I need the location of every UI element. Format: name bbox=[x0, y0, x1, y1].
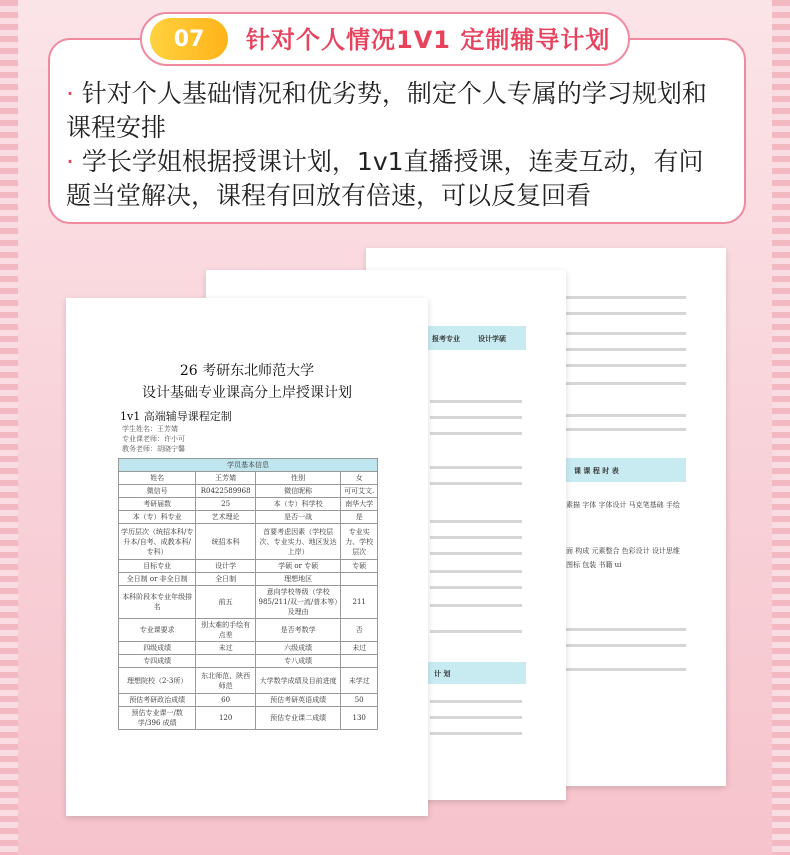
doc-subtitle: 设计基础专业课高分上岸授课计划 bbox=[142, 385, 352, 401]
table-cell: 50 bbox=[341, 694, 378, 707]
table-cell: 否 bbox=[341, 619, 378, 642]
table-cell: 学硕 or 专硕 bbox=[255, 560, 340, 573]
bullet-2: · 学长学姐根据授课计划，1v1直播授课，连麦互动，有问 bbox=[66, 147, 704, 176]
table-row bbox=[119, 655, 378, 668]
table-row bbox=[119, 524, 378, 560]
table-cell: 目标专业 bbox=[119, 560, 196, 573]
table-row bbox=[119, 511, 378, 524]
table-cell: 全日制 or 非全日制 bbox=[119, 573, 196, 586]
table-cell: 60 bbox=[196, 694, 256, 707]
table-cell: 学历层次（统招本科/专升本/自考、成教本科/专科） bbox=[119, 524, 196, 560]
table-cell: 艺术理论 bbox=[196, 511, 256, 524]
table-cell: 预估专业课二成绩 bbox=[255, 707, 340, 730]
table-cell: 别太难的手绘有点差 bbox=[196, 619, 256, 642]
right-stripe bbox=[772, 0, 790, 855]
table-cell bbox=[341, 573, 378, 586]
table-cell: 是否一战 bbox=[255, 511, 340, 524]
table-cell: 本（专）科学校 bbox=[255, 498, 340, 511]
bullet-2-cont: 题当堂解决，课程有回放有倍速，可以反复回看 bbox=[66, 181, 592, 210]
table-cell: 意向学校等级（学校985/211/双一流/普本等）及理由 bbox=[255, 586, 340, 619]
left-stripe bbox=[0, 0, 18, 855]
section-title: 针对个人情况1V1 定制辅导计划 bbox=[246, 26, 611, 54]
table-cell: 是 bbox=[341, 511, 378, 524]
table-cell bbox=[196, 655, 256, 668]
table-cell: 未学过 bbox=[341, 668, 378, 694]
table-cell: 预估考研英语成绩 bbox=[255, 694, 340, 707]
table-row bbox=[119, 694, 378, 707]
section-number: 07 bbox=[150, 18, 228, 60]
table-cell: 东北师范、陕西师范 bbox=[196, 668, 256, 694]
table-cell: 四级成绩 bbox=[119, 642, 196, 655]
table-cell: 全日制 bbox=[196, 573, 256, 586]
table-cell: R0422589968 bbox=[196, 485, 256, 498]
table-row bbox=[119, 560, 378, 573]
bullet-1-cont: 课程安排 bbox=[66, 113, 167, 142]
table-cell: 理想地区 bbox=[255, 573, 340, 586]
table-cell: 专业实力、学校层次 bbox=[341, 524, 378, 560]
table-cell: 专业课要求 bbox=[119, 619, 196, 642]
table-cell: 设计学 bbox=[196, 560, 256, 573]
table-row bbox=[119, 573, 378, 586]
table-cell: 南华大学 bbox=[341, 498, 378, 511]
table-cell: 首要考虑因素（学校层次、专业实力、地区发达上岸） bbox=[255, 524, 340, 560]
table-cell: 专硕 bbox=[341, 560, 378, 573]
table-cell: 130 bbox=[341, 707, 378, 730]
table-cell: 性别 bbox=[255, 472, 340, 485]
table-cell: 未过 bbox=[341, 642, 378, 655]
back-band-title: 课 课 程 时 表 bbox=[574, 466, 619, 475]
table-row bbox=[119, 707, 378, 730]
table-cell: 是否考数学 bbox=[255, 619, 340, 642]
document-middle: 报考专业 设计学硕 计 划 bbox=[206, 270, 566, 800]
document-back: 课 课 程 时 表 素描 字体 字体设计 马克笔基础 手绘 面 构成 元素整合 色彩设计 设计思维 图标 包装 书籍 ui bbox=[366, 248, 726, 786]
table-cell: 前五 bbox=[196, 586, 256, 619]
table-cell: 微信昵称 bbox=[255, 485, 340, 498]
table-cell: 姓名 bbox=[119, 472, 196, 485]
table-cell: 微信号 bbox=[119, 485, 196, 498]
table-cell: 专四成绩 bbox=[119, 655, 196, 668]
table-row bbox=[119, 668, 378, 694]
table-cell: 120 bbox=[196, 707, 256, 730]
table-row bbox=[119, 472, 378, 485]
table-cell: 预估考研政治成绩 bbox=[119, 694, 196, 707]
table-cell: 王芳婧 bbox=[196, 472, 256, 485]
doc-title: 26 考研东北师范大学 bbox=[179, 363, 315, 379]
table-row bbox=[119, 586, 378, 619]
table-cell: 理想院校（2-3所） bbox=[119, 668, 196, 694]
table-cell: 专八成绩 bbox=[255, 655, 340, 668]
table-cell: 本（专）科专业 bbox=[119, 511, 196, 524]
table-cell: 六级成绩 bbox=[255, 642, 340, 655]
doc-section-title: 1v1 高端辅导课程定制 bbox=[120, 410, 232, 423]
table-cell: 25 bbox=[196, 498, 256, 511]
table-cell: 211 bbox=[341, 586, 378, 619]
table-cell: 统招本科 bbox=[196, 524, 256, 560]
table-cell: 未过 bbox=[196, 642, 256, 655]
table-cell: 大学数学成绩及目前进度 bbox=[255, 668, 340, 694]
table-cell: 女 bbox=[341, 472, 378, 485]
table-row bbox=[119, 485, 378, 498]
table-row bbox=[119, 498, 378, 511]
table-cell bbox=[341, 655, 378, 668]
table-row bbox=[119, 642, 378, 655]
table-row bbox=[119, 619, 378, 642]
bullet-dot-icon: · bbox=[66, 79, 82, 108]
table-cell: 预估专业课一/数学/396 成绩 bbox=[119, 707, 196, 730]
table-cell: 考研届数 bbox=[119, 498, 196, 511]
table-cell: 可可艾文. bbox=[341, 485, 378, 498]
bullet-1: · 针对个人基础情况和优劣势，制定个人专属的学习规划和 bbox=[66, 79, 707, 108]
student-info-table: 学员基本信息 姓名 王芳婧 性别 女 微信号 R0422589968 微信昵称 可可艾文. 考研届数 25 本（专）科学校 南华大学 本（专）科专业 艺术理论 是否一战 是 学历层次（统招本科/专升本/自考、成教本科/专科） 统招本科 首要考虑因素（学校层次、专业实力、地区发达上岸） 专业实力、学校层次 目标专业 设计学 学硕 or 专硕 专硕 全日制 or 非全日制 全日制 理想地区 本科阶段本专业年级排名 前五 意向学校等级（学校985/211/双一流/普本等）及理由 211 专业课要求 别太难的手绘有点差 是否考数学 否 四级成绩 未过 六级成绩 未过 专四成绩 专八成绩 理想院校（2-3所） 东北师范、陕西师范 大学数学成绩及目前进度 未学过 预估考研政治成绩 60 预估考研英语成绩 50 预估专业课一/数学/396 成绩 120 预估专业课二成绩 130 bbox=[118, 458, 378, 730]
table-cell: 本科阶段本专业年级排名 bbox=[119, 586, 196, 619]
bullet-dot-icon: · bbox=[66, 147, 82, 176]
